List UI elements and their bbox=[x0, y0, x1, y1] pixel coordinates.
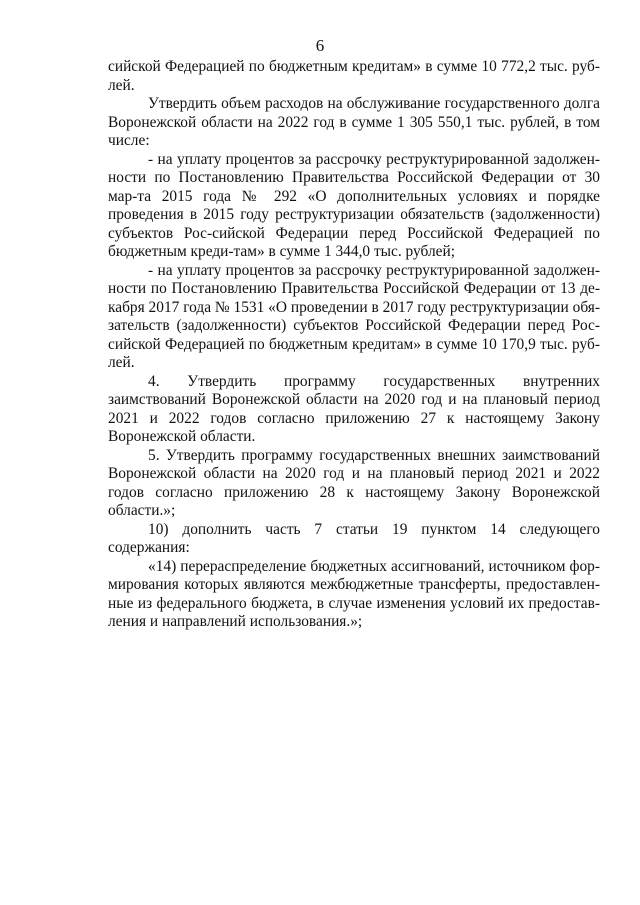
paragraph-interest-2015: - на уплату процентов за рассрочку реструктурированной задолжен-ности по Постановлению Правительства Российской Федерации от 30 мар-та 2015 года № 292 «О дополнительных условиях и порядке проведения в 2015 году реструктуризации обязательств (задолженности) субъектов Рос-сийской Федерации перед Российской Федерацией по бюджетным креди-там» в сумме 1 344,0 тыс. рублей; bbox=[108, 150, 600, 260]
page-number: 6 bbox=[315, 36, 325, 55]
paragraph-interest-2017: - на уплату процентов за рассрочку реструктурированной задолжен-ности по Постановлению Правительства Российской Федерации от 13 де-кабря 2017 года № 1531 «О проведении в 2017 году реструктуризации обя-зательств (задолженности) субъектов Российской Федерации перед Рос-сийской Федерацией по бюджетным кредитам» в сумме 10 170,9 тыс. руб-лей. bbox=[108, 261, 600, 371]
paragraph-internal-borrowing: 4. Утвердить программу государственных внутренних заимствований Воронежской области на 2020 год и на плановый период 2021 и 2022 годов согласно приложению 27 к настоящему Закону Воронежской области. bbox=[108, 372, 600, 445]
paragraph-external-borrowing: 5. Утвердить программу государственных внешних заимствований Воронежской области на 2020 год и на плановый период 2021 и 2022 годов согласно приложению 28 к настоящему Закону Воронежской области.»; bbox=[108, 446, 600, 519]
paragraph-continuation: сийской Федерацией по бюджетным кредитам» в сумме 10 772,2 тыс. руб-лей. bbox=[108, 58, 600, 94]
document-body bbox=[108, 58, 600, 632]
paragraph-item-14: «14) перераспределение бюджетных ассигнований, источником фор-мирования которых являются межбюджетные трансферты, предоставлен-ные из федерального бюджета, в случае изменения условий их предостав-ления и направлений использования.»; bbox=[108, 557, 600, 630]
paragraph-debt-service: Утвердить объем расходов на обслуживание государственного долга Воронежской области на 2022 год в сумме 1 305 550,1 тыс. рублей, в том числе: bbox=[108, 95, 600, 149]
paragraph-amend-article-19: 10) дополнить часть 7 статьи 19 пунктом 14 следующего содержания: bbox=[108, 520, 600, 556]
